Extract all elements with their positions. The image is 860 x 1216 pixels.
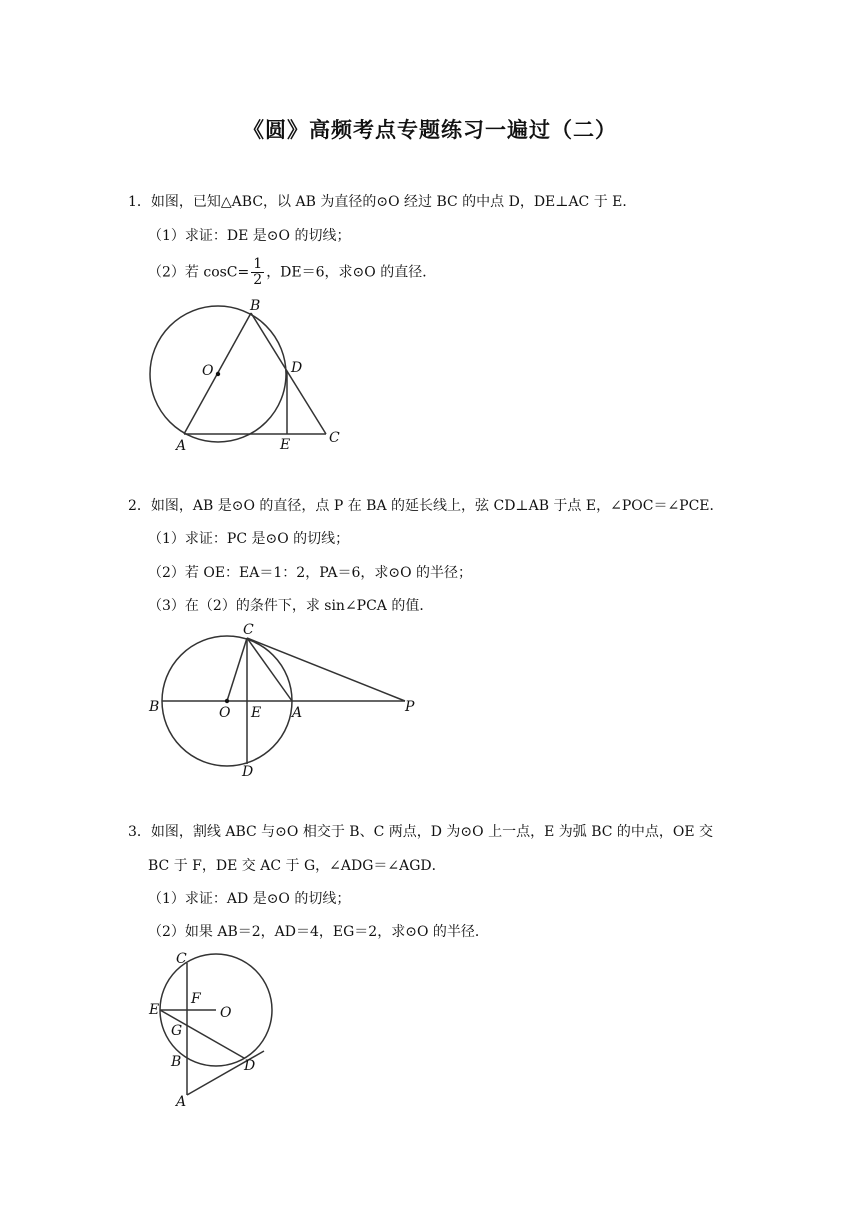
q3-figure <box>140 945 280 1110</box>
q3-label-c: C <box>176 951 187 967</box>
q2-label-c: C <box>243 622 254 638</box>
q1-label-a: A <box>176 438 187 454</box>
q2-figure <box>145 620 435 780</box>
q1-frac-num: 1 <box>253 256 263 272</box>
q3-part1: （1）求证：AD 是⊙O 的切线； <box>148 891 351 907</box>
q3-label-f: F <box>191 991 201 1007</box>
q1-center-dot <box>216 372 220 376</box>
q1-figure <box>140 295 350 455</box>
q1-label-d: D <box>291 360 303 376</box>
q2-part2: （2）若 OE：EA＝1：2，PA＝6，求⊙O 的半径； <box>148 565 473 581</box>
q1-stem: 1．如图，已知△ABC，以 AB 为直径的⊙O 经过 BC 的中点 D，DE⊥AC 于 E． <box>128 194 637 210</box>
q3-label-b: B <box>171 1054 182 1070</box>
q1-part2-post: ，DE＝6，求⊙O 的直径． <box>266 264 437 281</box>
q3-stem-2: BC 于 F，DE 交 AC 于 G，∠ADG＝∠AGD． <box>148 858 446 874</box>
q1-part2 <box>148 257 436 288</box>
q3-stem-1: 3．如图，割线 ABC 与⊙O 相交于 B、C 两点，D 为⊙O 上一点，E 为弧 BC 的中点，OE 交 <box>128 824 714 840</box>
q1-label-o: O <box>202 363 214 379</box>
q1-part2-pre: （2）若 cosC= <box>148 264 250 281</box>
q1-frac-den: 2 <box>253 272 263 288</box>
q3-label-d: D <box>244 1058 256 1074</box>
q3-label-g: G <box>171 1023 183 1039</box>
q2-segment-oc <box>227 638 247 701</box>
q3-label-e: E <box>149 1002 160 1018</box>
q3-label-a: A <box>176 1094 187 1110</box>
q2-label-a: A <box>292 705 303 721</box>
q1-fraction <box>251 257 264 288</box>
q2-label-b: B <box>149 699 160 715</box>
q2-label-p: P <box>405 699 415 715</box>
q2-center-dot <box>225 699 229 703</box>
q2-label-e: E <box>251 705 262 721</box>
q1-label-c: C <box>329 430 340 446</box>
page-title: 《圆》高频考点专题练习一遍过（二） <box>243 117 617 142</box>
q2-segment-cp <box>247 638 405 701</box>
q2-part1: （1）求证：PC 是⊙O 的切线； <box>148 531 350 547</box>
q1-part1: （1）求证：DE 是⊙O 的切线； <box>148 228 351 244</box>
q1-segment-bc <box>251 313 326 434</box>
q3-label-o: O <box>220 1005 232 1021</box>
q2-part3: （3）在（2）的条件下，求 sin∠PCA 的值． <box>148 598 434 614</box>
q3-part2: （2）如果 AB＝2，AD＝4，EG＝2，求⊙O 的半径． <box>148 924 489 940</box>
q1-label-b: B <box>250 298 261 314</box>
q1-label-e: E <box>280 437 291 453</box>
q2-label-d: D <box>242 764 254 780</box>
q2-stem: 2．如图，AB 是⊙O 的直径，点 P 在 BA 的延长线上，弦 CD⊥AB 于点 E，∠POC＝∠PCE． <box>128 498 724 514</box>
q2-label-o: O <box>219 705 231 721</box>
